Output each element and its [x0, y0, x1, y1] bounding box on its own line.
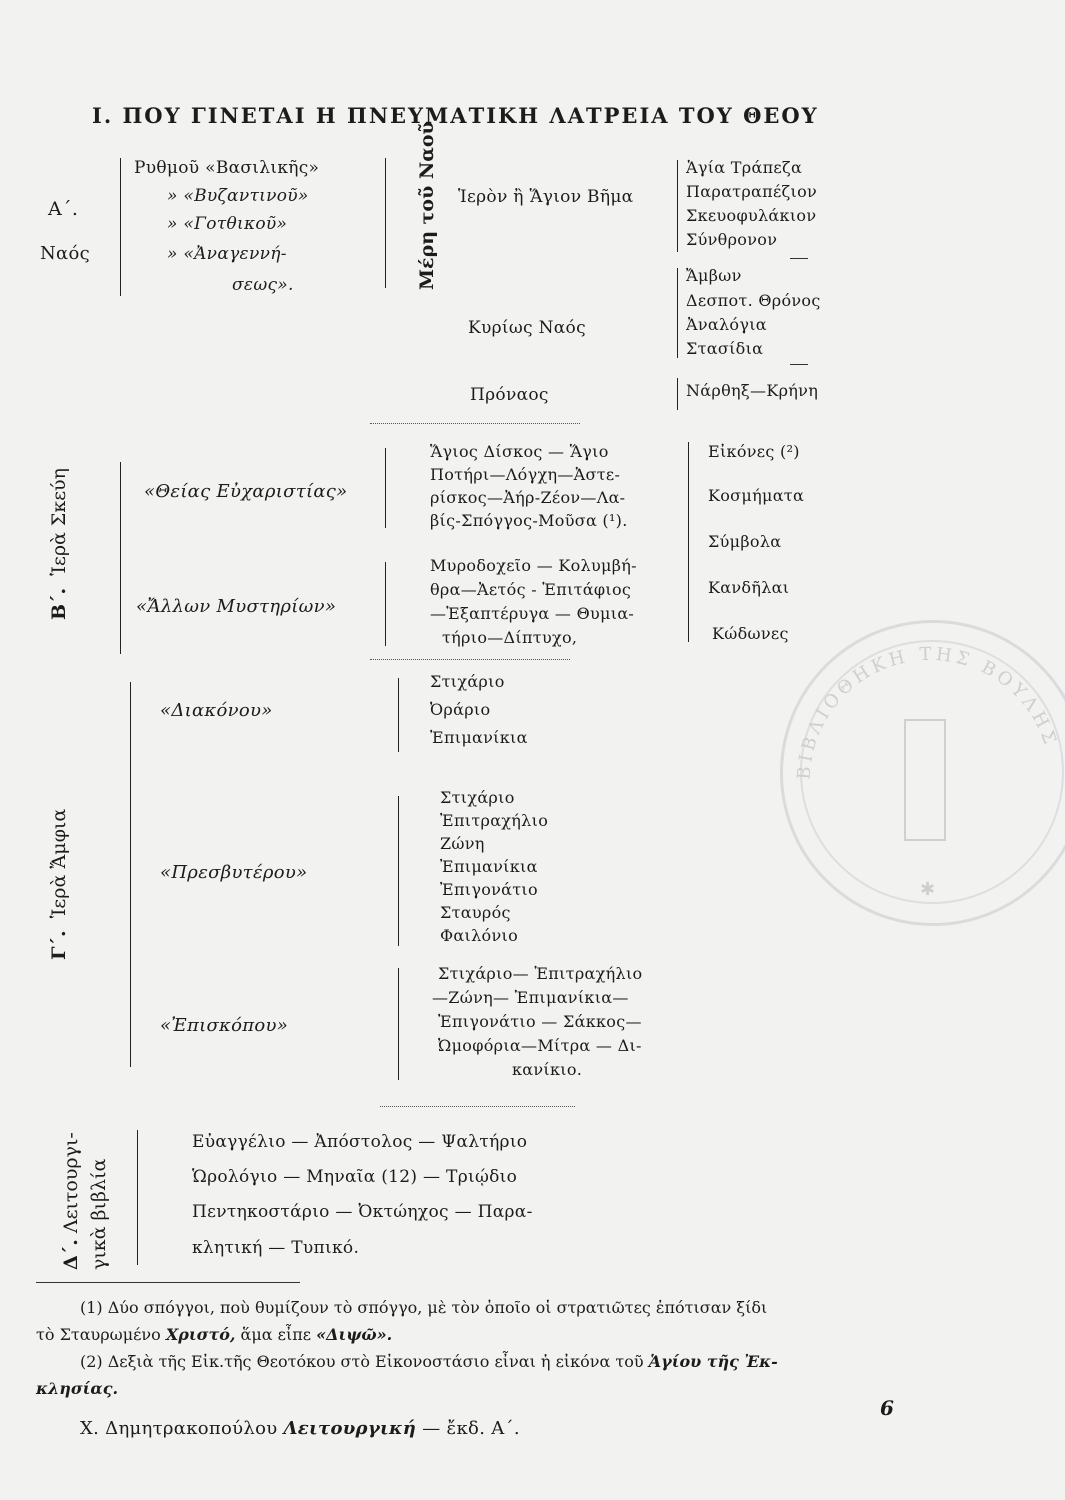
sanctuary-brace	[677, 160, 678, 252]
section-d-label-cont: γικὰ βιβλία	[88, 1158, 110, 1270]
style-basilica: Ρυθμοῦ «Βασιλικῆς»	[134, 158, 320, 178]
section-c-brace	[130, 682, 131, 1067]
narthex-item: Νάρθηξ—Κρήνη	[686, 381, 819, 400]
presbyter-line: Σταυρός	[440, 903, 511, 922]
objects-item: Κοσμήματα	[708, 486, 805, 505]
section-c-label: Γ΄. Ἱερὰ Ἄμφια	[48, 808, 70, 960]
liturgical-book-line: Εὐαγγέλιο — Ἀπόστολος — Ψαλτήριο	[192, 1132, 528, 1152]
bishop-label: «Ἐπισκόπου»	[160, 1015, 289, 1036]
section-b-label: Β΄. Ἱερὰ Σκεύη	[48, 468, 70, 620]
deacon-line: Στιχάριο	[430, 672, 505, 691]
other-sacraments-line: —Ἑξαπτέρυγα — Θυμια-	[430, 604, 635, 623]
bishop-line: —Ζώνη— Ἐπιμανίκια—	[432, 988, 629, 1007]
bishop-line: Ἐπιγονάτιο — Σάκκος—	[438, 1012, 642, 1031]
part-nave: Κυρίως Ναός	[468, 318, 586, 338]
presbyter-brace	[398, 796, 399, 946]
nave-item: Στασίδια	[686, 339, 764, 358]
section-d-brace	[137, 1130, 138, 1265]
section-separator	[370, 659, 570, 668]
other-sacraments-line: θρα—Ἀετός - Ἐπιτάφιος	[430, 580, 632, 599]
presbyter-line: Ἐπιτραχήλιο	[440, 811, 549, 830]
eucharist-line: Ποτήρι—Λόγχη—Ἀστε-	[430, 465, 621, 484]
sanctuary-item: Σύνθρονον	[686, 230, 778, 249]
eucharist-line: βίς-Σπόγγος-Μοῦσα (¹).	[430, 511, 628, 530]
objects-item: Κώδωνες	[712, 624, 789, 643]
footnote-rule	[36, 1282, 300, 1283]
bishop-line: κανίκιο.	[512, 1060, 583, 1079]
nave-brace	[677, 268, 678, 358]
style-gothic: » «Γοτθικοῦ»	[167, 214, 288, 234]
objects-item: Σύμβολα	[708, 532, 782, 551]
deacon-line: Ὀράριο	[430, 700, 491, 719]
section-separator	[380, 1106, 575, 1115]
eucharist-line: ρίσκος—Ἀήρ-Ζέον—Λα-	[430, 488, 626, 507]
section-d-label: Δ΄. Λειτουργι-	[60, 1132, 82, 1270]
running-footer: Χ. Δημητρακοπούλου Λειτουργική — ἔκδ. Α΄.	[80, 1418, 520, 1439]
bishop-line: Ὠμοφόρια—Μίτρα — Δι-	[438, 1036, 642, 1055]
bishop-line: Στιχάριο— Ἐπιτραχήλιο	[438, 964, 643, 983]
sanctuary-item: Ἁγία Τράπεζα	[686, 158, 803, 177]
parts-of-temple-label: Μέρη τοῦ Ναοῦ	[416, 121, 438, 290]
presbyter-line: Ζώνη	[440, 834, 485, 853]
liturgical-book-line: κλητική — Τυπικό.	[192, 1238, 360, 1258]
section-separator	[370, 423, 580, 432]
sanctuary-item: Παρατραπέζιον	[686, 182, 818, 201]
nave-item: Δεσποτ. Θρόνος	[686, 291, 821, 310]
deacon-brace	[398, 678, 399, 752]
liturgical-book-line: Ὡρολόγιο — Μηναῖα (12) — Τριῴδιο	[192, 1167, 518, 1187]
other-sacraments-label: «Ἄλλων Μυστηρίων»	[136, 596, 337, 617]
other-sacraments-line: Μυροδοχεῖο — Κολυμβή-	[430, 556, 637, 575]
style-renaissance-cont: σεως».	[232, 275, 294, 295]
objects-brace	[688, 442, 689, 642]
footnote-2: (2) Δεξιὰ τῆς Εἰκ.τῆς Θεοτόκου στὸ Εἰκονοστάσιο εἶναι ἡ εἰκόνα τοῦ Ἁγίου τῆς Ἐκ-	[80, 1352, 778, 1371]
bishop-brace	[398, 968, 399, 1080]
other-sacraments-brace	[385, 562, 386, 646]
stamp-text-arc	[770, 610, 1065, 930]
other-sacraments-line: τήριο—Δίπτυχο,	[442, 628, 578, 647]
narthex-brace	[677, 378, 678, 410]
part-sanctuary: Ἱερὸν ἢ Ἅγιον Βῆμα	[458, 187, 634, 207]
presbyter-line: Φαιλόνιο	[440, 926, 519, 945]
presbyter-line: Ἐπιγονάτιο	[440, 880, 538, 899]
presbyter-line: Στιχάριο	[440, 788, 515, 807]
styles-brace	[385, 158, 386, 288]
section-a-letter: Α΄.	[48, 198, 79, 220]
page-number: 6	[880, 1396, 895, 1420]
svg-text:ΒΙΒΛΙΟΘΗΚΗ ΤΗΣ ΒΟΥΛΗΣ: ΒΙΒΛΙΟΘΗΚΗ ΤΗΣ ΒΟΥΛΗΣ	[793, 643, 1062, 781]
sanctuary-item: Σκευοφυλάκιον	[686, 206, 817, 225]
part-narthex: Πρόναος	[470, 385, 549, 405]
nave-item: Ἄμβων	[686, 266, 742, 285]
objects-item: Κανδῆλαι	[708, 578, 790, 597]
style-renaissance: » «Ἀναγεννή-	[167, 244, 287, 264]
divider	[790, 364, 808, 365]
eucharist-brace	[385, 448, 386, 528]
liturgical-book-line: Πεντηκοστάριο — Ὀκτώηχος — Παρα-	[192, 1202, 533, 1222]
footnote-1-cont: τὸ Σταυρωμένο Χριστό, ἅμα εἶπε «Διψῶ».	[36, 1325, 393, 1344]
footnote-1: (1) Δύο σπόγγοι, ποὺ θυμίζουν τὸ σπόγγο, μὲ τὸν ὁποῖο οἱ στρατιῶτες ἐπότισαν ξίδι	[80, 1298, 768, 1317]
presbyter-line: Ἐπιμανίκια	[440, 857, 538, 876]
section-a-brace	[120, 158, 121, 296]
section-a-name: Ναός	[40, 243, 91, 264]
objects-item: Εἰκόνες (²)	[708, 442, 800, 461]
divider	[790, 258, 808, 259]
presbyter-label: «Πρεσβυτέρου»	[160, 862, 308, 883]
svg-text:✱: ✱	[920, 879, 936, 900]
deacon-label: «Διακόνου»	[160, 700, 273, 721]
section-b-brace	[120, 462, 121, 654]
deacon-line: Ἐπιμανίκια	[430, 728, 528, 747]
nave-item: Ἀναλόγια	[686, 315, 767, 334]
eucharist-label: «Θείας Εὐχαριστίας»	[144, 481, 348, 502]
eucharist-line: Ἅγιος Δίσκος — Ἅγιο	[430, 442, 609, 461]
style-byzantine: » «Βυζαντινοῦ»	[167, 186, 309, 206]
page-title: Ι. ΠΟΥ ΓΙΝΕΤΑΙ Η ΠΝΕΥΜΑΤΙΚΗ ΛΑΤΡΕΙΑ ΤΟΥ ΘΕΟΥ	[92, 103, 819, 128]
footnote-2-cont: κλησίας.	[36, 1379, 119, 1398]
